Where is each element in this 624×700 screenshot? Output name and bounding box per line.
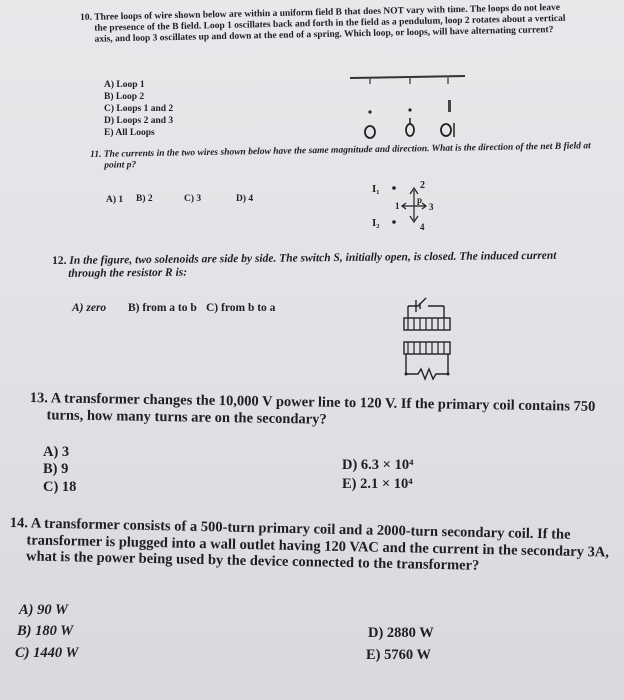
question-10-text: Three loops of wire shown below are within a uniform field B that does NOT vary with time. The loops do not leave the presence of the B field. Loop 1 oscillates back and forth in the field as a pendulum, loop 2 rotates about a vertical axis, and loop 3 oscillates up and down at the end of a spring. Which loop, or loops, will have alternating current?: [94, 2, 566, 45]
q10-option-d[interactable]: D) Loops 2 and 3: [104, 116, 174, 126]
question-12: [52, 249, 582, 281]
loop-2: [406, 124, 414, 136]
question-14-stem: [9, 515, 618, 578]
q13-option-c[interactable]: C) 18: [43, 479, 77, 495]
question-10: [80, 3, 571, 46]
dir-2-label: 2: [420, 180, 425, 191]
q10-option-a[interactable]: A) Loop 1: [104, 80, 145, 90]
q14-option-e[interactable]: E) 5760 W: [366, 647, 431, 663]
question-12-text: In the figure, two solenoids are side by side. The switch S, initially open, is closed. The induced current through the resistor R is:: [68, 249, 557, 281]
question-12-stem: [52, 249, 582, 281]
q12-option-a[interactable]: A) zero: [72, 302, 107, 314]
q12-option-c[interactable]: C) from b to a: [206, 302, 276, 314]
wire-1-dot: [392, 186, 396, 190]
question-13-number: 13.: [29, 390, 49, 407]
loop-1: [365, 126, 375, 138]
wire-2-label: I₂: [372, 217, 380, 229]
question-13-text: A transformer changes the 10,000 V power line to 120 V. If the primary coil contains 750 turns, how many turns are on the secondary?: [46, 390, 596, 428]
q11-option-d[interactable]: D) 4: [236, 194, 254, 204]
question-12-number: 12.: [52, 254, 67, 267]
switch-s: [408, 298, 444, 306]
question-11-text: The currents in the two wires shown below have the same magnitude and direction. What is the direction of the net B field at point p?: [103, 141, 591, 171]
solenoid-bottom: [404, 342, 450, 354]
q11-option-b[interactable]: B) 2: [136, 194, 153, 204]
q14-option-b[interactable]: B) 180 W: [17, 623, 74, 639]
question-10-number: 10.: [80, 12, 93, 23]
question-14-number: 14.: [9, 515, 29, 532]
q14-option-d[interactable]: D) 2880 W: [368, 625, 434, 641]
question-14: [9, 515, 618, 578]
wire-2-dot: [392, 220, 396, 224]
question-10-stem: [80, 3, 571, 46]
dir-3-label: 3: [429, 202, 434, 212]
q10-option-b[interactable]: B) Loop 2: [104, 92, 145, 102]
q14-option-c[interactable]: C) 1440 W: [15, 645, 79, 661]
q10-option-e[interactable]: E) All Loops: [104, 128, 155, 138]
q11-wires-figure: [368, 176, 448, 236]
point-p-label: p: [417, 195, 423, 205]
q12-option-b[interactable]: B) from a to b: [128, 302, 197, 314]
loop-3: [441, 124, 451, 136]
q10-option-c[interactable]: C) Loops 1 and 2: [104, 104, 174, 114]
question-14-text: A transformer consists of a 500-turn primary coil and a 2000-turn secondary coil. If the transformer is plugged into a wall outlet having 120 VAC and the current in the secondary 3A, what is the power being used by the device connected to the transformer?: [25, 515, 610, 575]
q13-option-d[interactable]: D) 6.3 × 10⁴: [342, 457, 414, 473]
q13-option-b[interactable]: B) 9: [43, 461, 69, 477]
q14-option-a[interactable]: A) 90 W: [19, 602, 68, 618]
dir-4-label: 4: [420, 222, 425, 232]
q11-option-a[interactable]: A) 1: [106, 195, 124, 205]
question-13-stem: [29, 390, 609, 432]
q12-solenoids-figure: [396, 292, 466, 384]
q10-loops-figure: [340, 70, 470, 150]
wire-1-label: I₁: [372, 183, 380, 195]
question-13: [29, 390, 609, 432]
question-11-stem: [90, 141, 600, 172]
q11-option-c[interactable]: C) 3: [184, 194, 202, 204]
q13-option-e[interactable]: E) 2.1 × 10⁴: [342, 476, 413, 492]
solenoid-top: [404, 318, 450, 330]
question-11-number: 11.: [90, 149, 102, 160]
resistor-r: [406, 369, 448, 379]
dir-1-label: 1: [395, 201, 400, 211]
question-11: [90, 141, 600, 172]
q13-option-a[interactable]: A) 3: [43, 444, 70, 460]
